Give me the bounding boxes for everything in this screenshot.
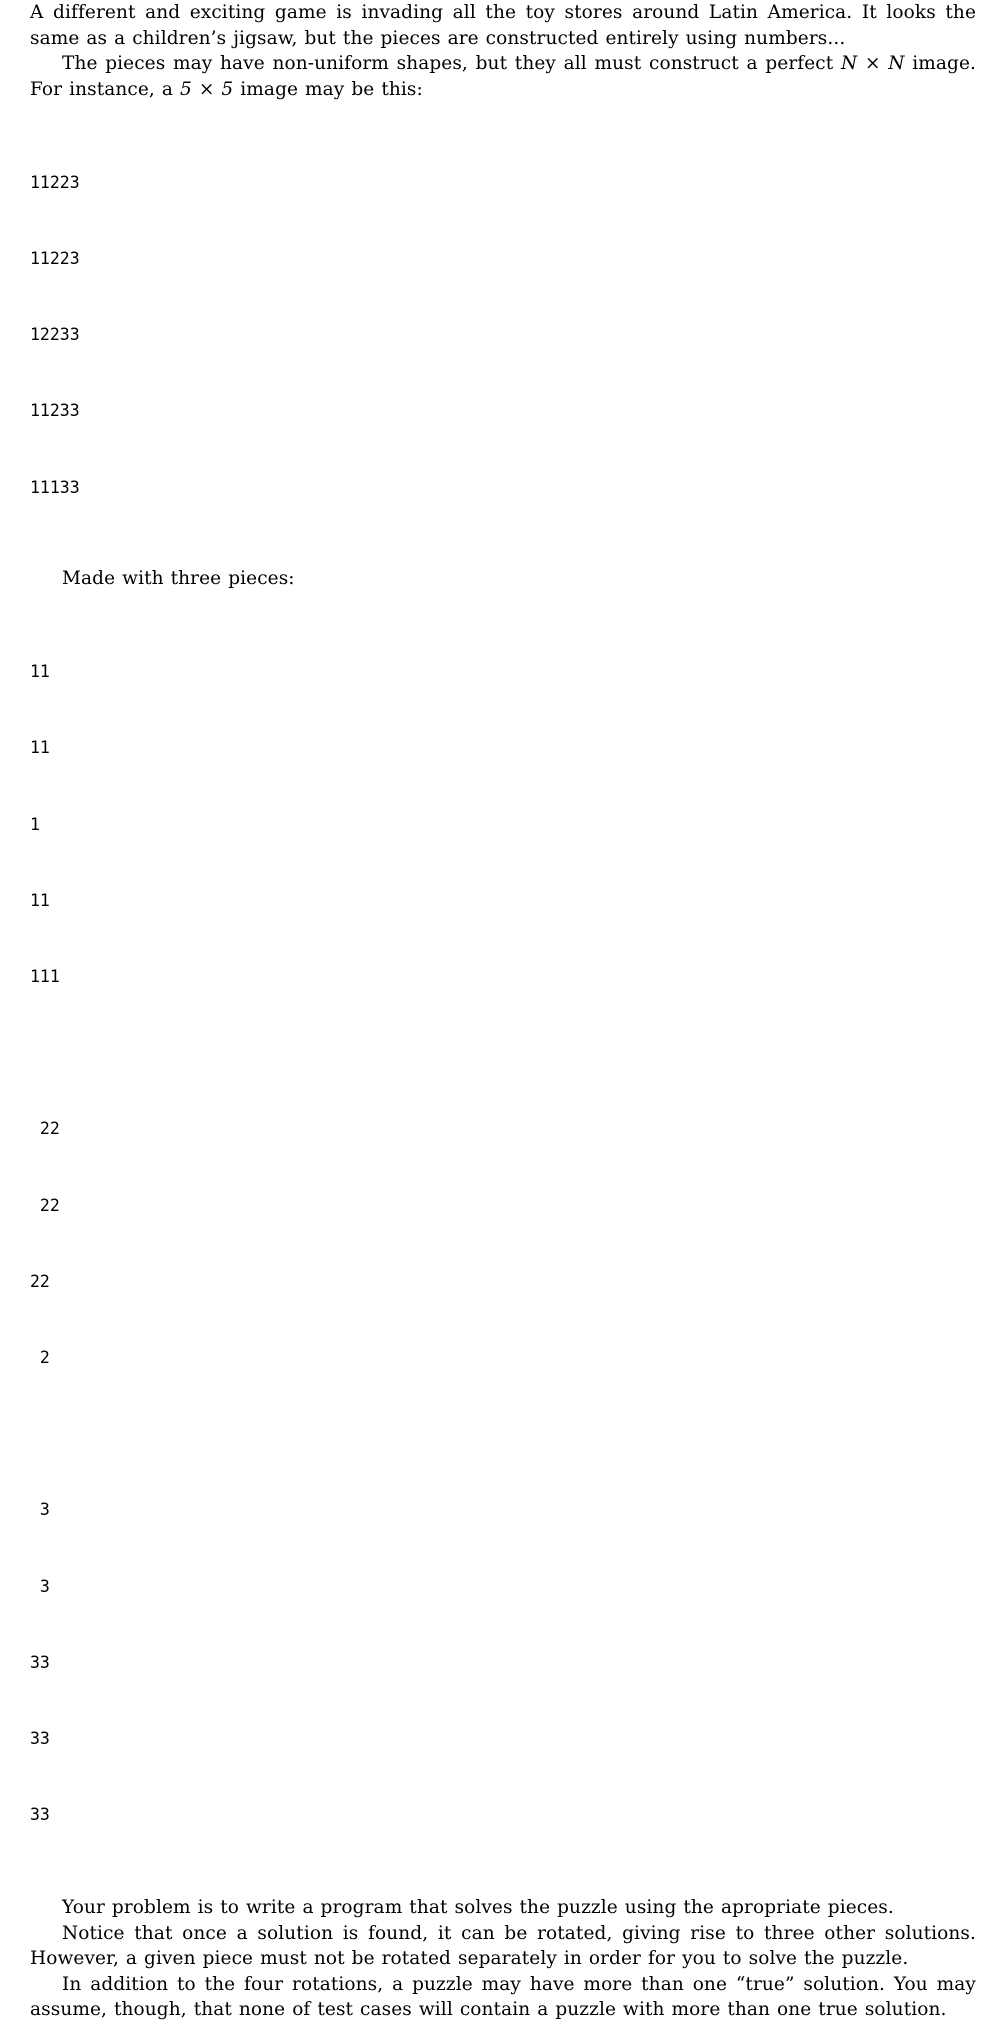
piece-3-row: 33 bbox=[30, 1805, 50, 1825]
pieces-description-text-c: image may be this: bbox=[233, 78, 423, 100]
example-image-row: 11133 bbox=[30, 477, 80, 497]
example-image-block bbox=[30, 119, 976, 551]
task-paragraph: Your problem is to write a program that solves the puzzle using the apropriate pieces. bbox=[62, 1897, 894, 1919]
math-5-by-5: 5 × 5 bbox=[179, 78, 234, 100]
uniqueness-paragraph: In addition to the four rotations, a puzzle may have more than one “true” solution. You may assume, though, that none of test cases will contain a puzzle with more than one true solution. bbox=[30, 1973, 976, 2021]
problem-statement bbox=[30, 0, 976, 2023]
piece-1-row: 111 bbox=[30, 966, 60, 986]
piece-2-block bbox=[30, 1066, 976, 1422]
piece-3-row: 33 bbox=[30, 1652, 50, 1672]
piece-1-block bbox=[30, 608, 976, 1040]
piece-3-block bbox=[30, 1447, 976, 1879]
piece-3-row: 3 bbox=[30, 1500, 50, 1520]
piece-3-row: 3 bbox=[30, 1576, 50, 1596]
piece-1-row: 11 bbox=[30, 890, 50, 910]
pieces-description-paragraph bbox=[30, 51, 976, 102]
example-image-row: 11223 bbox=[30, 249, 80, 269]
rotation-paragraph: Notice that once a solution is found, it can be rotated, giving rise to three other solutions. However, a given piece must not be rotated separately in order for you to solve the puzzle. bbox=[30, 1922, 976, 1970]
piece-2-row: 22 bbox=[30, 1119, 60, 1139]
piece-1-row: 11 bbox=[30, 738, 50, 758]
piece-3-row: 33 bbox=[30, 1728, 50, 1748]
pieces-description-text-b: image. For instance, a bbox=[30, 53, 976, 100]
pieces-intro-text: Made with three pieces: bbox=[62, 567, 295, 589]
example-image-row: 11233 bbox=[30, 401, 80, 421]
piece-2-row: 2 bbox=[30, 1347, 50, 1367]
math-n-by-n: N × N bbox=[840, 53, 905, 74]
example-image-row: 12233 bbox=[30, 325, 80, 345]
example-image-row: 11223 bbox=[30, 172, 80, 192]
piece-1-row: 1 bbox=[30, 814, 40, 834]
piece-2-row: 22 bbox=[30, 1195, 60, 1215]
piece-1-row: 11 bbox=[30, 662, 50, 682]
piece-2-row: 22 bbox=[30, 1271, 50, 1291]
intro-paragraph: A different and exciting game is invading all the toy stores around Latin America. It looks the same as a children’s jigsaw, but the pieces are constructed entirely using numbers... bbox=[30, 2, 976, 49]
pieces-description-text-a: The pieces may have non-uniform shapes, but they all must construct a perfect bbox=[62, 53, 841, 74]
